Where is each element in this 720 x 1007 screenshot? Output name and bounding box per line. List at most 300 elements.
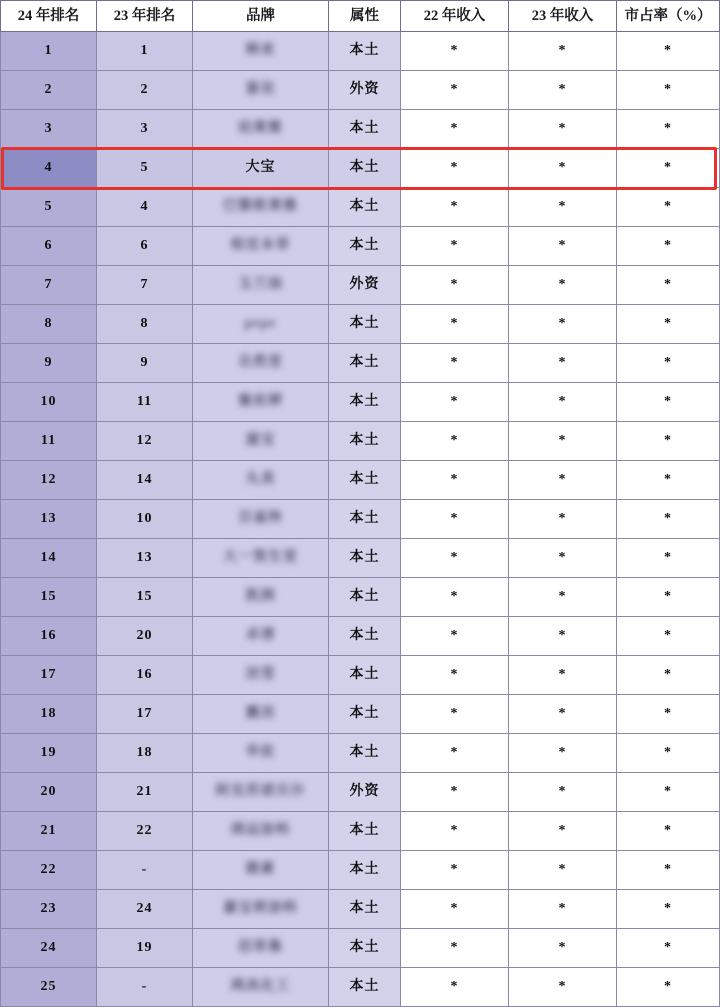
cell-revenue22 xyxy=(401,149,509,188)
cell-attribute-text: 外资 xyxy=(349,82,380,97)
cell-attribute xyxy=(329,851,401,890)
cell-revenue23-text: * xyxy=(558,706,567,721)
cell-rank24-text: 14 xyxy=(40,550,57,565)
cell-revenue23 xyxy=(509,71,617,110)
cell-revenue22 xyxy=(401,500,509,539)
cell-revenue23-text: * xyxy=(558,82,567,97)
cell-brand xyxy=(193,773,329,812)
cell-brand xyxy=(193,305,329,344)
cell-brand xyxy=(193,461,329,500)
column-header-market-share: 市占率（%） xyxy=(617,1,720,32)
table-row xyxy=(1,461,720,500)
table-row xyxy=(1,656,720,695)
cell-brand xyxy=(193,656,329,695)
cell-attribute-text: 本土 xyxy=(349,355,380,370)
cell-revenue23-text: * xyxy=(558,784,567,799)
cell-brand-text: 相宜本草 xyxy=(230,238,291,253)
cell-rank23 xyxy=(97,734,193,773)
cell-attribute-text: 本土 xyxy=(349,394,380,409)
cell-market-share xyxy=(617,461,720,500)
cell-brand-text: 滋宝 xyxy=(245,433,276,448)
cell-rank23-text: 5 xyxy=(140,160,149,175)
cell-rank23-text: - xyxy=(141,979,148,994)
cell-attribute-text: 本土 xyxy=(349,199,380,214)
cell-market-share-text: * xyxy=(664,82,672,97)
cell-revenue22-text: * xyxy=(450,121,459,136)
cell-brand-text: 巴黎欧莱雅 xyxy=(223,199,298,214)
cell-revenue23 xyxy=(509,110,617,149)
cell-rank24 xyxy=(1,188,97,227)
cell-market-share xyxy=(617,500,720,539)
table-row xyxy=(1,773,720,812)
cell-attribute-text: 本土 xyxy=(349,823,380,838)
table-row xyxy=(1,929,720,968)
cell-revenue22 xyxy=(401,851,509,890)
cell-brand xyxy=(193,539,329,578)
cell-revenue23-text: * xyxy=(558,745,567,760)
cell-market-share-text: * xyxy=(664,706,672,721)
cell-market-share xyxy=(617,578,720,617)
cell-revenue23 xyxy=(509,734,617,773)
cell-brand-text: 洁莹 xyxy=(245,667,276,682)
cell-brand-text: 百雀羚 xyxy=(238,511,283,526)
cell-rank24 xyxy=(1,383,97,422)
cell-attribute xyxy=(329,539,401,578)
cell-rank23 xyxy=(97,851,193,890)
cell-rank23-text: 12 xyxy=(136,433,153,448)
cell-revenue22-text: * xyxy=(450,355,459,370)
cell-rank23 xyxy=(97,695,193,734)
cell-attribute xyxy=(329,266,401,305)
cell-rank24 xyxy=(1,773,97,812)
cell-revenue23-text: * xyxy=(558,316,567,331)
cell-market-share-text: * xyxy=(664,667,672,682)
cell-rank23 xyxy=(97,266,193,305)
cell-revenue22 xyxy=(401,929,509,968)
cell-brand xyxy=(193,227,329,266)
cell-revenue22 xyxy=(401,305,509,344)
cell-rank23-text: 4 xyxy=(140,199,149,214)
cell-rank24-text: 6 xyxy=(44,238,53,253)
cell-rank23-text: 8 xyxy=(140,316,149,331)
cell-attribute-text: 本土 xyxy=(349,511,380,526)
cell-revenue23 xyxy=(509,461,617,500)
cell-brand xyxy=(193,968,329,1007)
cell-revenue23 xyxy=(509,890,617,929)
cell-market-share xyxy=(617,344,720,383)
cell-brand xyxy=(193,32,329,71)
table-row xyxy=(1,149,720,188)
cell-market-share xyxy=(617,695,720,734)
cell-attribute-text: 外资 xyxy=(349,784,380,799)
cell-revenue22-text: * xyxy=(450,394,459,409)
cell-revenue23-text: * xyxy=(558,823,567,838)
cell-attribute xyxy=(329,929,401,968)
cell-market-share-text: * xyxy=(664,160,672,175)
cell-attribute-text: 本土 xyxy=(349,316,380,331)
cell-revenue23 xyxy=(509,578,617,617)
cell-rank24 xyxy=(1,617,97,656)
cell-rank24 xyxy=(1,500,97,539)
cell-revenue22 xyxy=(401,773,509,812)
cell-rank23 xyxy=(97,578,193,617)
cell-rank23 xyxy=(97,422,193,461)
table-row xyxy=(1,422,720,461)
cell-brand-text: 蜜丝婷 xyxy=(238,394,283,409)
table-row xyxy=(1,110,720,149)
cell-revenue22-text: * xyxy=(450,667,459,682)
cell-market-share xyxy=(617,851,720,890)
cell-market-share-text: * xyxy=(664,589,672,604)
cell-rank24 xyxy=(1,32,97,71)
cell-market-share xyxy=(617,32,720,71)
cell-rank23 xyxy=(97,929,193,968)
cell-brand-text: 露洁 xyxy=(245,706,276,721)
cell-rank24-text: 15 xyxy=(40,589,57,604)
cell-market-share-text: * xyxy=(664,940,672,955)
cell-rank24-text: 19 xyxy=(40,745,57,760)
cell-market-share-text: * xyxy=(664,316,672,331)
cell-rank24-text: 13 xyxy=(40,511,57,526)
cell-revenue22 xyxy=(401,890,509,929)
cell-revenue22 xyxy=(401,383,509,422)
cell-market-share xyxy=(617,71,720,110)
cell-revenue23-text: * xyxy=(558,901,567,916)
cell-attribute-text: 本土 xyxy=(349,43,380,58)
cell-revenue22-text: * xyxy=(450,238,459,253)
cell-brand-text: 丸美 xyxy=(245,472,276,487)
table-row xyxy=(1,227,720,266)
column-header-rank24: 24 年排名 xyxy=(1,1,97,32)
cell-rank24 xyxy=(1,227,97,266)
cell-market-share-text: * xyxy=(664,121,672,136)
cell-rank24-text: 2 xyxy=(44,82,53,97)
cell-revenue22-text: * xyxy=(450,901,459,916)
cell-market-share xyxy=(617,305,720,344)
cell-rank23 xyxy=(97,305,193,344)
cell-revenue22-text: * xyxy=(450,199,459,214)
cell-revenue23-text: * xyxy=(558,199,567,214)
cell-rank23-text: 21 xyxy=(136,784,153,799)
cell-rank24-text: 11 xyxy=(40,433,57,448)
cell-attribute-text: 本土 xyxy=(349,121,380,136)
cell-market-share-text: * xyxy=(664,745,672,760)
cell-attribute xyxy=(329,500,401,539)
table-row xyxy=(1,71,720,110)
cell-attribute xyxy=(329,461,401,500)
cell-rank23-text: 17 xyxy=(136,706,153,721)
cell-rank24 xyxy=(1,695,97,734)
cell-rank24-text: 8 xyxy=(44,316,53,331)
cell-rank23 xyxy=(97,344,193,383)
cell-rank23 xyxy=(97,71,193,110)
cell-rank23-text: 20 xyxy=(136,628,153,643)
cell-revenue22 xyxy=(401,695,509,734)
cell-market-share-text: * xyxy=(664,862,672,877)
cell-market-share xyxy=(617,149,720,188)
cell-revenue23-text: * xyxy=(558,355,567,370)
cell-revenue23-text: * xyxy=(558,667,567,682)
cell-revenue23 xyxy=(509,968,617,1007)
cell-revenue22 xyxy=(401,578,509,617)
cell-attribute xyxy=(329,734,401,773)
cell-rank23-text: 13 xyxy=(136,550,153,565)
cell-revenue22 xyxy=(401,539,509,578)
cell-market-share xyxy=(617,968,720,1007)
table-row xyxy=(1,851,720,890)
cell-rank23 xyxy=(97,461,193,500)
cell-rank24 xyxy=(1,422,97,461)
cell-rank24-text: 10 xyxy=(40,394,57,409)
cell-revenue23-text: * xyxy=(558,511,567,526)
cell-rank24-text: 9 xyxy=(44,355,53,370)
cell-attribute xyxy=(329,149,401,188)
table-row xyxy=(1,890,720,929)
cell-rank24-text: 1 xyxy=(44,43,53,58)
cell-rank23-text: 9 xyxy=(140,355,149,370)
cell-attribute xyxy=(329,656,401,695)
cell-rank23 xyxy=(97,188,193,227)
cell-attribute xyxy=(329,71,401,110)
cell-market-share-text: * xyxy=(664,394,672,409)
cell-rank23-text: 6 xyxy=(140,238,149,253)
table-row xyxy=(1,344,720,383)
cell-rank23-text: 1 xyxy=(140,43,149,58)
cell-revenue22-text: * xyxy=(450,628,459,643)
cell-brand-text: 珀莱雅 xyxy=(238,121,283,136)
cell-revenue22-text: * xyxy=(450,550,459,565)
cell-revenue22-text: * xyxy=(450,784,459,799)
cell-revenue22 xyxy=(401,344,509,383)
table-row xyxy=(1,305,720,344)
cell-market-share-text: * xyxy=(664,238,672,253)
cell-rank24 xyxy=(1,968,97,1007)
cell-revenue22 xyxy=(401,266,509,305)
cell-revenue23 xyxy=(509,656,617,695)
table-row xyxy=(1,578,720,617)
cell-rank24-text: 18 xyxy=(40,706,57,721)
cell-rank24-text: 5 xyxy=(44,199,53,214)
cell-revenue23 xyxy=(509,305,617,344)
cell-rank24-text: 3 xyxy=(44,121,53,136)
cell-revenue22-text: * xyxy=(450,862,459,877)
column-header-brand: 品牌 xyxy=(193,1,329,32)
cell-brand xyxy=(193,500,329,539)
cell-rank23 xyxy=(97,500,193,539)
cell-market-share xyxy=(617,656,720,695)
cell-attribute xyxy=(329,344,401,383)
cell-rank23-text: 24 xyxy=(136,901,153,916)
cell-revenue23-text: * xyxy=(558,979,567,994)
cell-rank24 xyxy=(1,266,97,305)
cell-brand xyxy=(193,734,329,773)
header-row xyxy=(1,1,720,32)
cell-revenue22-text: * xyxy=(450,43,459,58)
cell-brand xyxy=(193,812,329,851)
cell-revenue23-text: * xyxy=(558,394,567,409)
cell-market-share xyxy=(617,266,720,305)
cell-brand xyxy=(193,71,329,110)
cell-revenue23-text: * xyxy=(558,160,567,175)
table-row xyxy=(1,500,720,539)
cell-rank24 xyxy=(1,851,97,890)
cell-rank24-text: 25 xyxy=(40,979,57,994)
cell-market-share-text: * xyxy=(664,823,672,838)
cell-revenue23-text: * xyxy=(558,277,567,292)
cell-brand-text: 鸿昌化工 xyxy=(230,979,291,994)
cell-brand-text: 华妆 xyxy=(245,745,276,760)
cell-rank23-text: 7 xyxy=(140,277,149,292)
cell-revenue23-text: * xyxy=(558,238,567,253)
cell-rank23-text: 16 xyxy=(136,667,153,682)
table-row xyxy=(1,383,720,422)
cell-rank24 xyxy=(1,344,97,383)
cell-brand-text: 圆素 xyxy=(245,862,276,877)
cell-revenue23 xyxy=(509,929,617,968)
cell-revenue23-text: * xyxy=(558,589,567,604)
cell-market-share xyxy=(617,734,720,773)
cell-rank24-text: 16 xyxy=(40,628,57,643)
cell-attribute xyxy=(329,578,401,617)
cell-revenue23 xyxy=(509,344,617,383)
cell-market-share xyxy=(617,773,720,812)
cell-market-share-text: * xyxy=(664,199,672,214)
cell-revenue22-text: * xyxy=(450,589,459,604)
cell-attribute-text: 本土 xyxy=(349,862,380,877)
table-row xyxy=(1,539,720,578)
cell-brand-text: 鸿运涂料 xyxy=(230,823,291,838)
table-row xyxy=(1,812,720,851)
cell-brand xyxy=(193,422,329,461)
cell-attribute-text: 本土 xyxy=(349,628,380,643)
cell-revenue23-text: * xyxy=(558,628,567,643)
cell-market-share-text: * xyxy=(664,784,672,799)
cell-rank23-text: - xyxy=(141,862,148,877)
cell-attribute-text: 本土 xyxy=(349,940,380,955)
cell-attribute-text: 本土 xyxy=(349,433,380,448)
cell-revenue23 xyxy=(509,500,617,539)
cell-rank24 xyxy=(1,71,97,110)
cell-attribute-text: 外资 xyxy=(349,277,380,292)
cell-revenue23 xyxy=(509,266,617,305)
cell-rank23 xyxy=(97,539,193,578)
cell-rank24 xyxy=(1,539,97,578)
cell-brand xyxy=(193,344,329,383)
cell-rank23 xyxy=(97,32,193,71)
cell-attribute-text: 本土 xyxy=(349,589,380,604)
cell-attribute-text: 本土 xyxy=(349,550,380,565)
table-row xyxy=(1,734,720,773)
cell-revenue22 xyxy=(401,32,509,71)
cell-revenue22-text: * xyxy=(450,979,459,994)
cell-market-share xyxy=(617,929,720,968)
cell-attribute xyxy=(329,383,401,422)
cell-rank23 xyxy=(97,656,193,695)
cell-rank23 xyxy=(97,617,193,656)
cell-revenue22-text: * xyxy=(450,823,459,838)
cell-revenue23-text: * xyxy=(558,472,567,487)
cell-rank23 xyxy=(97,383,193,422)
cell-rank24 xyxy=(1,890,97,929)
cell-rank24-text: 20 xyxy=(40,784,57,799)
cell-attribute xyxy=(329,812,401,851)
cell-rank23-text: 22 xyxy=(136,823,153,838)
cell-revenue23-text: * xyxy=(558,862,567,877)
cell-market-share-text: * xyxy=(664,901,672,916)
cell-brand-text: 嘉宝莉涂料 xyxy=(223,901,298,916)
cell-rank24-text: 23 xyxy=(40,901,57,916)
cell-attribute xyxy=(329,968,401,1007)
cell-revenue22 xyxy=(401,461,509,500)
cell-rank24-text: 7 xyxy=(44,277,53,292)
cell-revenue22 xyxy=(401,227,509,266)
cell-rank23-text: 19 xyxy=(136,940,153,955)
cell-rank23-text: 18 xyxy=(136,745,153,760)
table-row xyxy=(1,695,720,734)
cell-rank24-text: 12 xyxy=(40,472,57,487)
column-header-rank23: 23 年排名 xyxy=(97,1,193,32)
cell-rank23-text: 3 xyxy=(140,121,149,136)
cell-revenue23 xyxy=(509,851,617,890)
cell-market-share-text: * xyxy=(664,979,672,994)
cell-brand xyxy=(193,617,329,656)
cell-revenue22 xyxy=(401,617,509,656)
cell-rank24 xyxy=(1,578,97,617)
cell-brand-text: 佰草集 xyxy=(238,940,283,955)
cell-revenue23-text: * xyxy=(558,940,567,955)
cell-attribute xyxy=(329,110,401,149)
cell-brand xyxy=(193,890,329,929)
cell-revenue23 xyxy=(509,812,617,851)
cell-revenue22 xyxy=(401,656,509,695)
cell-revenue22-text: * xyxy=(450,316,459,331)
cell-rank23-text: 14 xyxy=(136,472,153,487)
cell-market-share-text: * xyxy=(664,277,672,292)
cell-revenue23 xyxy=(509,773,617,812)
cell-revenue22-text: * xyxy=(450,706,459,721)
cell-attribute xyxy=(329,617,401,656)
cell-rank24-text: 17 xyxy=(40,667,57,682)
cell-revenue22-text: * xyxy=(450,745,459,760)
cell-market-share xyxy=(617,539,720,578)
cell-rank24 xyxy=(1,656,97,695)
cell-attribute xyxy=(329,422,401,461)
cell-revenue23-text: * xyxy=(558,43,567,58)
table-row xyxy=(1,32,720,71)
cell-revenue23 xyxy=(509,422,617,461)
cell-rank24 xyxy=(1,734,97,773)
cell-rank23-text: 15 xyxy=(136,589,153,604)
cell-attribute-text: 本土 xyxy=(349,667,380,682)
cell-attribute-text: 本土 xyxy=(349,979,380,994)
cell-revenue23-text: * xyxy=(558,121,567,136)
cell-rank23 xyxy=(97,968,193,1007)
cell-revenue22-text: * xyxy=(450,433,459,448)
cell-rank23-text: 11 xyxy=(136,394,153,409)
cell-market-share-text: * xyxy=(664,43,672,58)
cell-market-share xyxy=(617,188,720,227)
cell-market-share-text: * xyxy=(664,472,672,487)
cell-attribute xyxy=(329,305,401,344)
cell-rank23 xyxy=(97,773,193,812)
table-header xyxy=(1,1,720,32)
cell-brand xyxy=(193,578,329,617)
cell-attribute xyxy=(329,227,401,266)
cell-rank23 xyxy=(97,149,193,188)
cell-market-share-text: * xyxy=(664,433,672,448)
cell-brand-text: 凯润 xyxy=(245,589,276,604)
cell-brand xyxy=(193,110,329,149)
